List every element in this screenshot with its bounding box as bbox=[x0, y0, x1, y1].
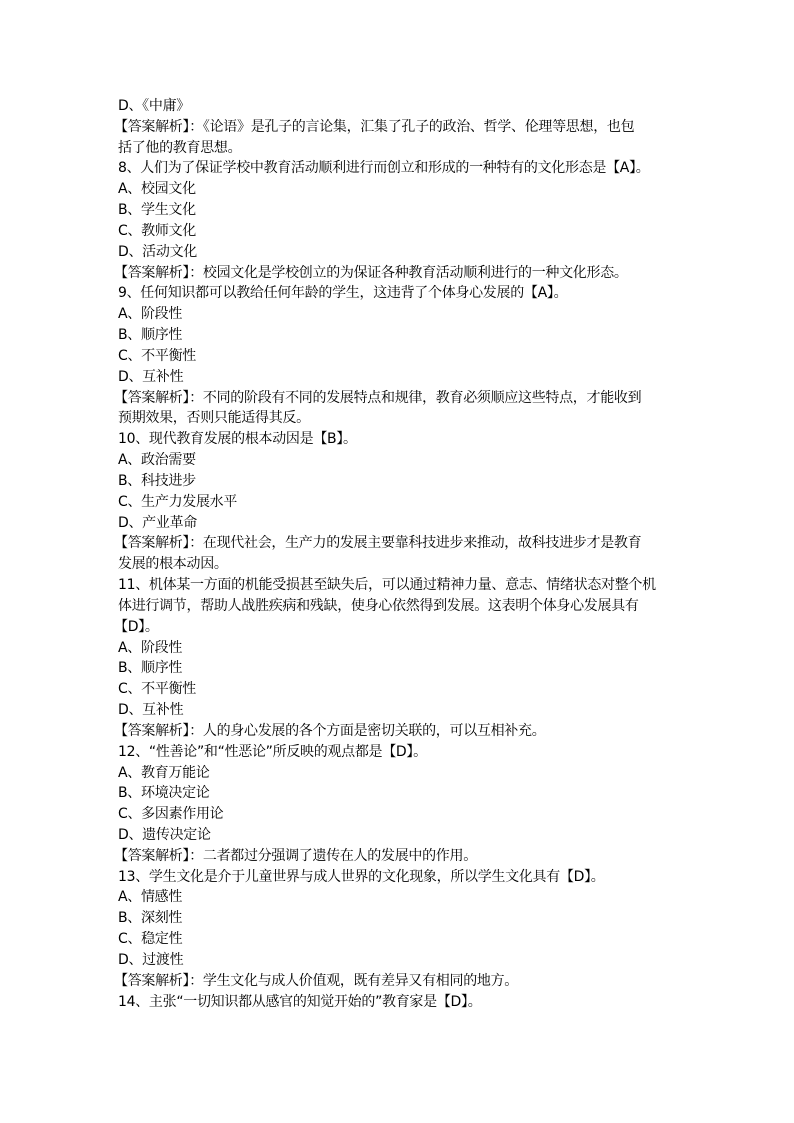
document-page bbox=[114, 96, 688, 1012]
answer-option: D、互补性 bbox=[118, 368, 184, 385]
answer-option: D、过渡性 bbox=[118, 951, 184, 968]
answer-option: A、阶段性 bbox=[118, 639, 183, 656]
answer-option: A、情感性 bbox=[118, 889, 183, 906]
answer-option: B、顺序性 bbox=[118, 660, 183, 677]
answer-option: C、不平衡性 bbox=[118, 347, 196, 364]
question-stem: 12、“性善论”和“性恶论”所反映的观点都是【D】。 bbox=[118, 743, 427, 760]
text-line: 【D】。 bbox=[114, 618, 159, 635]
answer-option: C、生产力发展水平 bbox=[118, 493, 238, 510]
answer-option: D、遗传决定论 bbox=[118, 826, 211, 843]
answer-option: C、不平衡性 bbox=[118, 681, 196, 698]
question-stem: 10、现代教育发展的根本动因是【B】。 bbox=[118, 431, 357, 448]
answer-option: C、多因素作用论 bbox=[118, 806, 224, 823]
answer-option: D、产业革命 bbox=[118, 514, 197, 531]
text-line: 预期效果，否则只能适得其反。 bbox=[118, 410, 310, 427]
question-stem: 8、人们为了保证学校中教育活动顺利进行而创立和形成的一种特有的文化形态是【A】。 bbox=[118, 160, 650, 177]
answer-option: B、科技进步 bbox=[118, 472, 196, 489]
answer-option: C、教师文化 bbox=[118, 222, 196, 239]
answer-option: B、深刻性 bbox=[118, 910, 183, 927]
question-stem: 11、机体某一方面的机能受损甚至缺失后，可以通过精神力量、意志、情绪状态对整个机 bbox=[118, 577, 656, 594]
answer-explanation: 【答案解析】：在现代社会，生产力的发展主要靠科技进步来推动，故科技进步才是教育 bbox=[114, 535, 642, 552]
answer-option: C、稳定性 bbox=[118, 931, 183, 948]
answer-option: A、校园文化 bbox=[118, 181, 196, 198]
answer-option: D、互补性 bbox=[118, 702, 184, 719]
question-stem: 9、任何知识都可以教给任何年龄的学生，这违背了个体身心发展的【A】。 bbox=[118, 285, 568, 302]
text-line: 括了他的教育思想。 bbox=[118, 139, 242, 156]
question-stem: 14、主张“一切知识都从感官的知觉开始的”教育家是【D】。 bbox=[118, 993, 482, 1010]
question-stem: 13、学生文化是介于儿童世界与成人世界的文化现象，所以学生文化具有【D】。 bbox=[118, 868, 605, 885]
answer-explanation: 【答案解析】：校园文化是学校创立的为保证各种教育活动顺利进行的一种文化形态。 bbox=[114, 264, 628, 281]
answer-option: A、政治需要 bbox=[118, 452, 196, 469]
answer-option: B、环境决定论 bbox=[118, 785, 210, 802]
answer-option: D、活动文化 bbox=[118, 243, 197, 260]
answer-explanation: 【答案解析】：二者都过分强调了遗传在人的发展中的作用。 bbox=[114, 847, 477, 864]
answer-option: B、顺序性 bbox=[118, 327, 183, 344]
answer-explanation: 【答案解析】：学生文化与成人价值观，既有差异又有相同的地方。 bbox=[114, 972, 518, 989]
answer-option: A、教育万能论 bbox=[118, 764, 210, 781]
answer-explanation: 【答案解析】：《论语》是孔子的言论集，汇集了孔子的政治、哲学、伦理等思想，也包 bbox=[114, 118, 635, 135]
answer-explanation: 【答案解析】：人的身心发展的各个方面是密切关联的，可以互相补充。 bbox=[114, 722, 546, 739]
answer-explanation: 【答案解析】：不同的阶段有不同的发展特点和规律，教育必须顺应这些特点，才能收到 bbox=[114, 389, 642, 406]
text-line: 体进行调节，帮助人战胜疾病和残缺，使身心依然得到发展。这表明个体身心发展具有 bbox=[118, 597, 639, 614]
answer-option: D、《中庸》 bbox=[118, 98, 190, 114]
answer-option: A、阶段性 bbox=[118, 306, 183, 323]
text-line: 发展的根本动因。 bbox=[118, 556, 228, 573]
answer-option: B、学生文化 bbox=[118, 202, 196, 219]
